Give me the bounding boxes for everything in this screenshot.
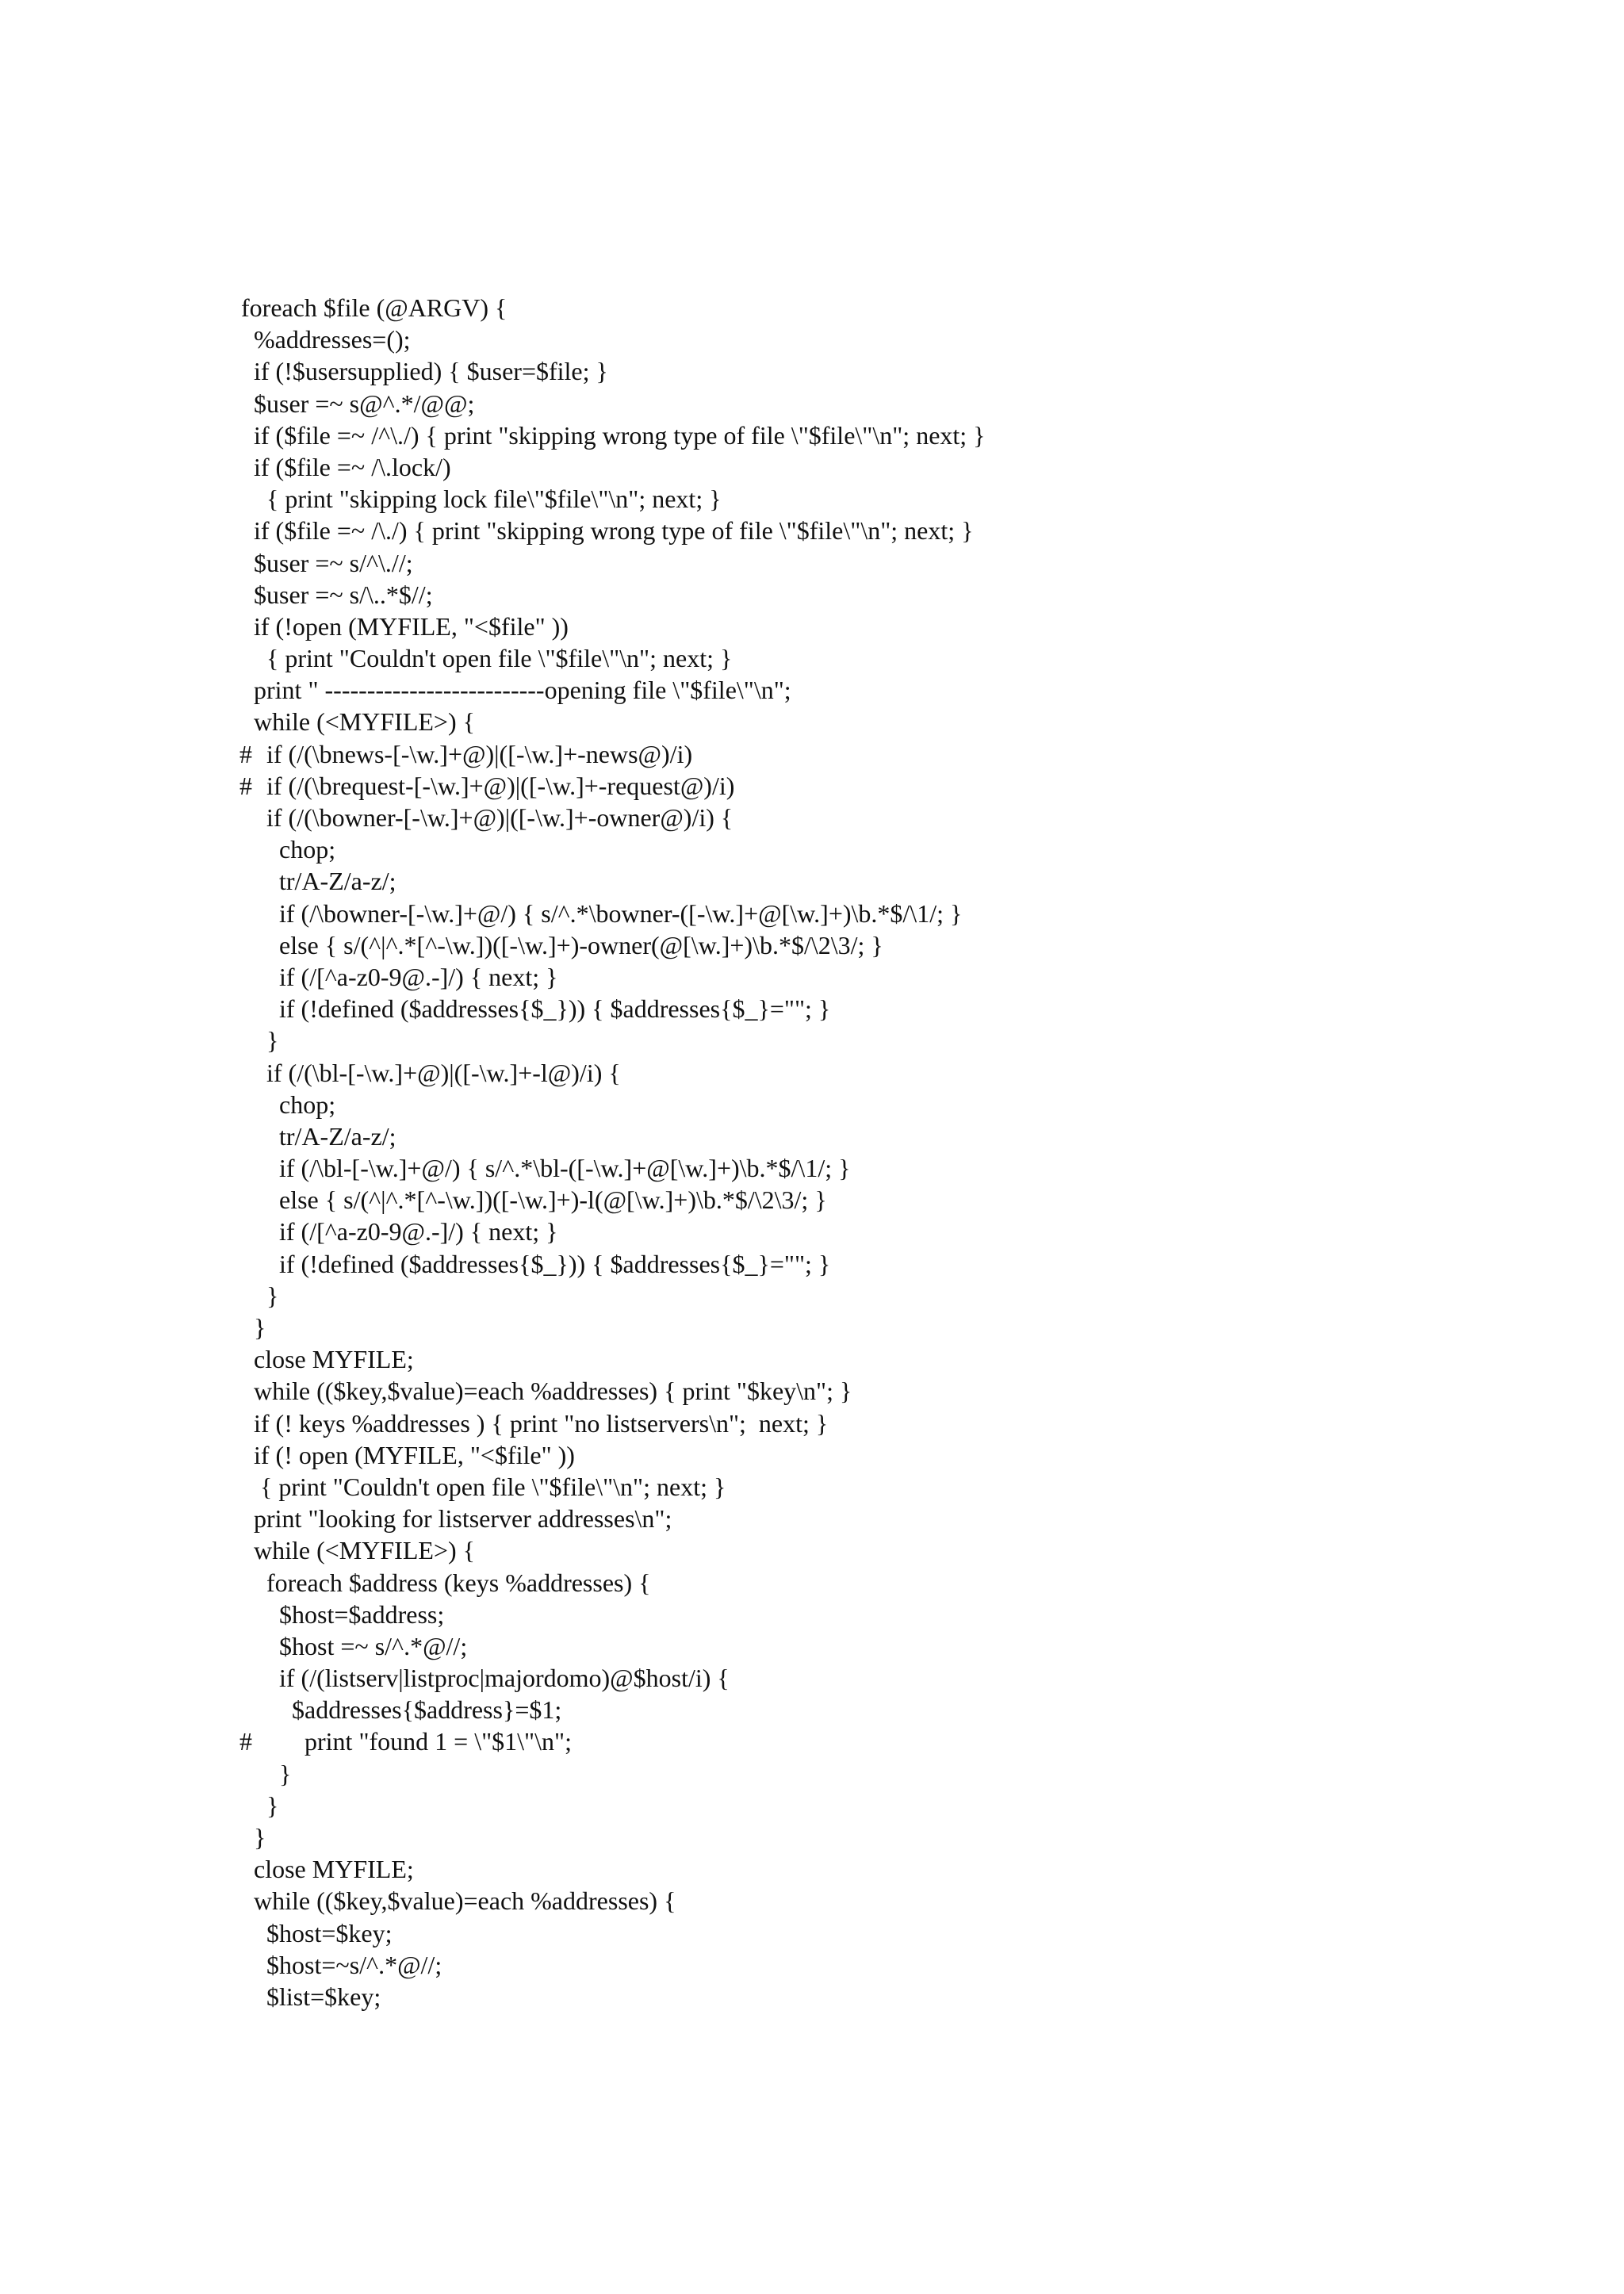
code-text: while (($key,$value)=each %addresses) { [254,1886,676,1916]
code-text: print "looking for listserver addresses\n"; [254,1504,672,1534]
code-text: $user =~ s@^.*/@@; [254,389,475,418]
code-line [0,1439,1624,1471]
code-text: if (/(listserv|listproc|majordomo)@$host/i) { [279,1664,730,1693]
code-text: } [266,1026,279,1055]
code-text: $list=$key; [266,1982,381,2011]
code-line [0,1057,1624,1089]
code-line [0,802,1624,833]
code-line [0,674,1624,706]
code-text: tr/A-Z/a-z/; [279,1121,396,1151]
comment-hash: # [239,771,252,800]
code-text: $user =~ s/\..*$//; [254,580,433,609]
code-line [0,1853,1624,1885]
code-line [0,579,1624,611]
code-text: if (/(\bl-[-\w.]+@)|([-\w.]+-l@)/i) { [266,1058,621,1087]
code-line [0,961,1624,993]
code-line [0,1758,1624,1790]
code-line [0,419,1624,451]
code-line [0,547,1624,579]
code-text: $host =~ s/^.*@//; [279,1631,468,1660]
code-line [0,642,1624,674]
code-text: %addresses=(); [254,325,411,354]
code-line [0,1216,1624,1247]
code-line [0,1694,1624,1725]
code-line [0,1312,1624,1343]
code-line [0,1981,1624,2013]
code-line [0,1024,1624,1056]
code-text: { print "Couldn't open file \"$file\"\n"; next; } [266,644,733,673]
code-text: if (/\bowner-[-\w.]+@/) { s/^.*\bowner-([-\w.]+@[\w.]+)\b.*$/\1/; } [279,898,963,928]
code-text: } [279,1759,292,1788]
code-text: if ($file =~ /\.lock/) [254,452,451,481]
code-line [0,1534,1624,1566]
code-line [0,451,1624,483]
code-text: if (/(\brequest-[-\w.]+@)|([-\w.]+-request@)/i) [266,771,735,800]
code-line [0,1662,1624,1694]
code-line [0,1790,1624,1821]
perl-code-listing [0,292,1624,2013]
code-line [0,355,1624,387]
code-text: } [254,1823,266,1852]
code-text: if (/\bl-[-\w.]+@/) { s/^.*\bl-([-\w.]+@[\w.]+)\b.*$/\1/; } [279,1154,851,1183]
code-line [0,388,1624,419]
code-text: close MYFILE; [254,1345,414,1374]
code-text: chop; [279,1090,336,1119]
code-line [0,1471,1624,1503]
code-text: } [266,1790,279,1820]
code-text: if ($file =~ /\./) { print "skipping wrong type of file \"$file\"\n"; next; } [254,516,974,546]
code-text: } [266,1281,279,1310]
code-text: { print "Couldn't open file \"$file\"\n"; next; } [260,1472,726,1501]
code-text: $user =~ s/^\.//; [254,548,413,577]
code-line [0,1725,1624,1757]
code-text: if (!$usersupplied) { $user=$file; } [254,357,608,386]
code-line [0,993,1624,1024]
code-text: $host=$address; [279,1599,445,1629]
code-line [0,611,1624,642]
code-text: $host=$key; [266,1918,393,1947]
code-line [0,833,1624,865]
code-text: else { s/(^|^.*[^-\w.])([-\w.]+)-owner(@[\w.]+)\b.*$/\2\3/; } [279,930,883,959]
code-line [0,1120,1624,1152]
code-line [0,515,1624,546]
code-text: close MYFILE; [254,1855,414,1884]
code-line [0,292,1624,324]
code-text: if (/[^a-z0-9@.-]/) { next; } [279,1217,558,1247]
code-line [0,483,1624,515]
code-line [0,1630,1624,1662]
comment-hash: # [239,739,252,768]
code-line [0,1407,1624,1439]
code-text: if (!open (MYFILE, "<$file" )) [254,611,569,641]
code-line [0,1917,1624,1949]
code-text: if (! open (MYFILE, "<$file" )) [254,1440,575,1469]
code-text: if (/(\bowner-[-\w.]+@)|([-\w.]+-owner@)/i) { [266,803,733,832]
code-text: if (/[^a-z0-9@.-]/) { next; } [279,962,558,991]
code-text: while (($key,$value)=each %addresses) { print "$key\n"; } [254,1377,852,1406]
code-text: if (!defined ($addresses{$_})) { $addresses{$_}=""; } [279,994,831,1024]
code-text: foreach $address (keys %addresses) { [266,1568,651,1597]
code-text: print "found 1 = \"$1\"\n"; [304,1727,572,1756]
code-line [0,770,1624,802]
code-line [0,1821,1624,1853]
code-line [0,1503,1624,1534]
code-line [0,1375,1624,1407]
code-text: $host=~s/^.*@//; [266,1950,442,1979]
code-text: if ($file =~ /^\./) { print "skipping wrong type of file \"$file\"\n"; next; } [254,420,986,450]
code-line [0,1280,1624,1312]
code-line [0,1599,1624,1630]
code-line [0,1184,1624,1216]
code-line [0,1949,1624,1981]
code-line [0,929,1624,961]
code-text: { print "skipping lock file\"$file\"\n"; next; } [266,484,722,514]
code-line [0,1885,1624,1917]
code-text: print " --------------------------opening file \"$file\"\n"; [254,676,791,705]
code-text: if (! keys %addresses ) { print "no listservers\n"; next; } [254,1408,829,1438]
code-text: foreach $file (@ARGV) { [241,293,508,322]
code-line [0,706,1624,737]
code-text: if (!defined ($addresses{$_})) { $addresses{$_}=""; } [279,1249,831,1278]
code-line [0,1248,1624,1280]
code-line [0,865,1624,897]
code-text: $addresses{$address}=$1; [292,1695,562,1725]
code-text: tr/A-Z/a-z/; [279,867,396,896]
code-line [0,898,1624,929]
code-line [0,1343,1624,1375]
code-text: while (<MYFILE>) { [254,1536,475,1565]
code-line [0,324,1624,355]
code-line [0,1152,1624,1184]
code-text: else { s/(^|^.*[^-\w.])([-\w.]+)-l(@[\w.]+)\b.*$/\2\3/; } [279,1185,827,1215]
code-line [0,738,1624,770]
code-text: chop; [279,835,336,864]
code-text: if (/(\bnews-[-\w.]+@)|([-\w.]+-news@)/i) [266,739,693,768]
code-text: } [254,1313,266,1342]
comment-hash: # [239,1727,252,1756]
code-text: while (<MYFILE>) { [254,707,475,737]
code-line [0,1567,1624,1599]
code-line [0,1089,1624,1120]
